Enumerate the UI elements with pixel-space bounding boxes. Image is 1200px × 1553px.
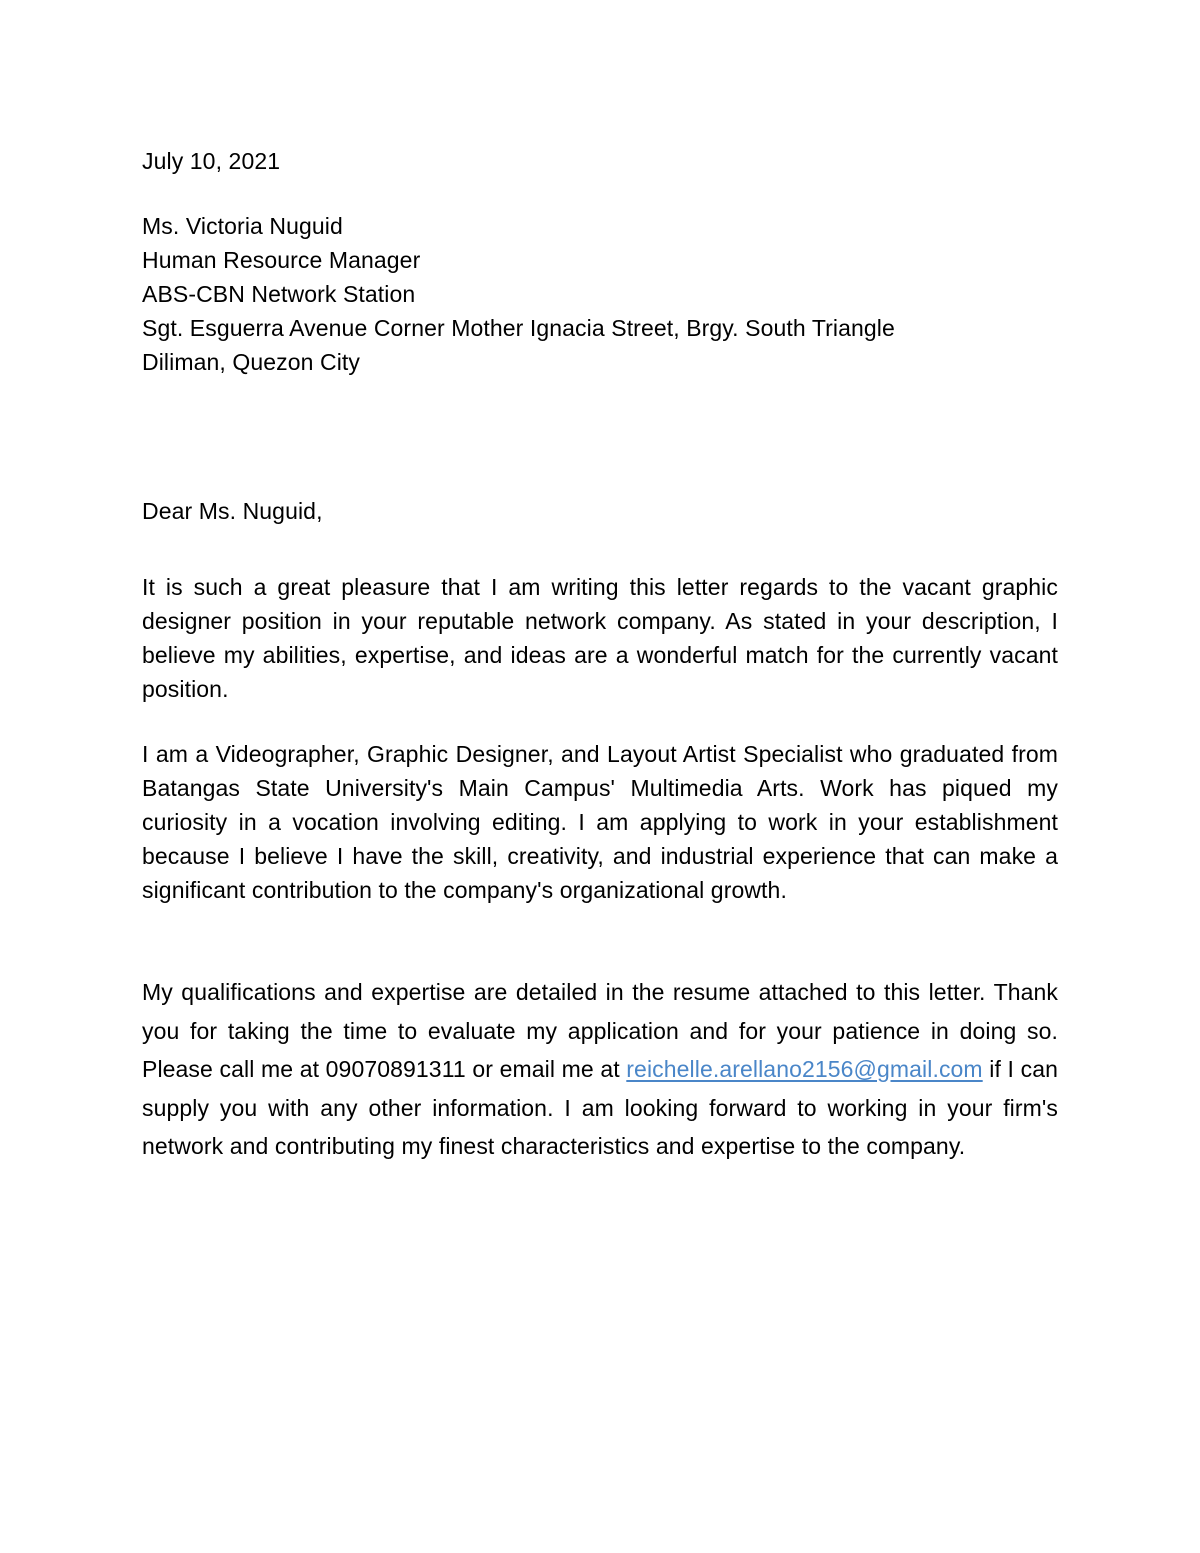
recipient-title: Human Resource Manager bbox=[142, 247, 421, 273]
email-link[interactable]: reichelle.arellano2156@gmail.com bbox=[626, 1056, 983, 1082]
letter-date: July 10, 2021 bbox=[142, 148, 281, 174]
recipient-address-line1: Sgt. Esguerra Avenue Corner Mother Ignacia Street, Brgy. South Triangle bbox=[142, 315, 895, 341]
paragraph-3-text-before-email: My qualifications and expertise are detailed in the resume attached to this letter. Thank you for taking the time to evaluate my application and for your patience in doing so. Please call me at 09070891311 or email me at bbox=[142, 979, 1058, 1082]
salutation: Dear Ms. Nuguid, bbox=[142, 498, 323, 524]
recipient-block bbox=[142, 209, 1058, 379]
recipient-name: Ms. Victoria Nuguid bbox=[142, 213, 343, 239]
recipient-address-line2: Diliman, Quezon City bbox=[142, 349, 361, 375]
body-paragraph-3 bbox=[142, 973, 1058, 1166]
body-paragraph-2: I am a Videographer, Graphic Designer, and Layout Artist Specialist who graduated from Batangas State University's Main Campus' Multimedia Arts. Work has piqued my curiosity in a vocation involving editing. I am applying to work in your establishment because I believe I have the skill, creativity, and industrial experience that can make a significant contribution to the company's organizational growth. bbox=[142, 741, 1058, 903]
recipient-organization: ABS-CBN Network Station bbox=[142, 281, 416, 307]
paragraph-3-text-after-email: if I can supply you with any other information. I am looking forward to working in your firm's network and contributing my finest characteristics and expertise to the company. bbox=[142, 1056, 1059, 1159]
body-paragraph-1: It is such a great pleasure that I am writing this letter regards to the vacant graphic designer position in your reputable network company. As stated in your description, I believe my abilities, expertise, and ideas are a wonderful match for the currently vacant position. bbox=[142, 574, 1058, 702]
